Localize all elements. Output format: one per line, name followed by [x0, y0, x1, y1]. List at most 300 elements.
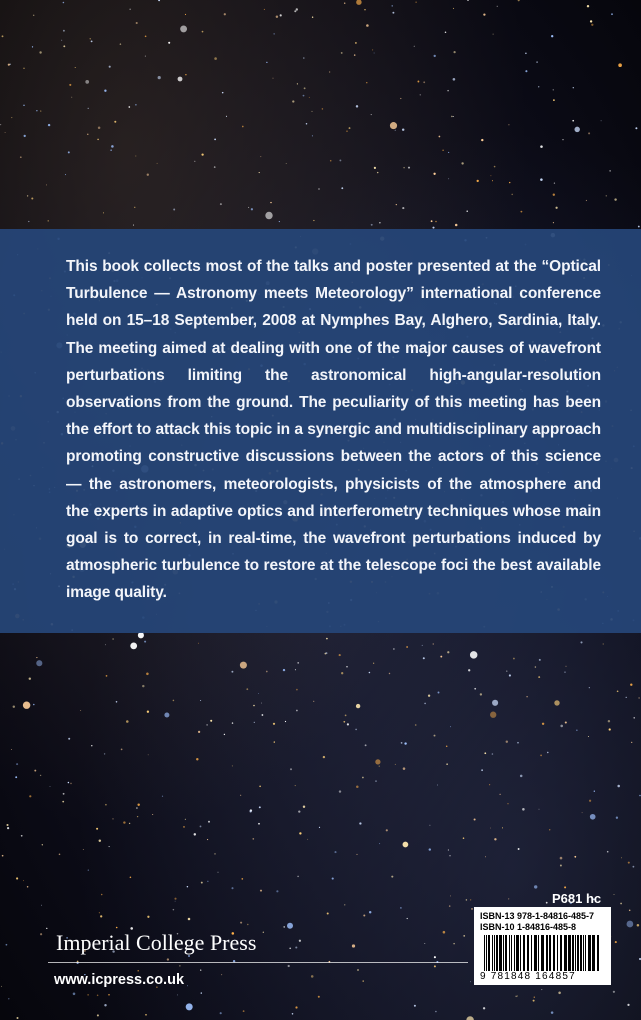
star	[232, 765, 233, 766]
star	[2, 855, 4, 857]
star	[540, 178, 543, 181]
star	[492, 753, 494, 755]
star	[100, 915, 102, 917]
star	[87, 134, 88, 135]
star	[433, 643, 434, 644]
star	[68, 738, 70, 740]
star	[83, 849, 84, 850]
star	[450, 895, 451, 896]
barcode-bar	[494, 935, 495, 971]
star	[572, 120, 574, 122]
star	[129, 823, 130, 824]
star	[630, 684, 632, 686]
star	[428, 695, 430, 697]
barcode-icon	[480, 935, 605, 971]
star	[145, 56, 146, 57]
star	[23, 701, 30, 708]
star	[453, 8, 454, 9]
star	[627, 1004, 629, 1006]
star	[142, 685, 144, 687]
star	[401, 742, 403, 744]
star	[27, 195, 28, 196]
star	[96, 828, 98, 830]
star	[222, 92, 224, 94]
star	[379, 766, 380, 767]
star	[423, 81, 425, 83]
star	[128, 106, 130, 108]
star	[440, 656, 442, 658]
star	[448, 178, 449, 179]
star	[249, 810, 251, 812]
star	[539, 809, 540, 810]
star	[286, 163, 287, 164]
star	[576, 730, 577, 731]
barcode-bar	[580, 935, 582, 971]
star	[2, 35, 4, 37]
star	[611, 13, 613, 15]
star	[111, 145, 114, 148]
star	[180, 25, 187, 32]
barcode-bar	[514, 935, 515, 971]
star	[130, 877, 132, 879]
star	[40, 110, 41, 111]
star	[173, 700, 175, 702]
star	[374, 53, 375, 54]
star	[322, 108, 324, 110]
star	[283, 669, 285, 671]
star	[638, 697, 639, 698]
star	[461, 162, 463, 164]
star	[231, 671, 233, 673]
star	[553, 222, 554, 223]
star	[240, 795, 241, 796]
star	[349, 127, 351, 129]
star	[266, 671, 268, 673]
star	[520, 775, 523, 778]
star	[97, 139, 99, 141]
star	[103, 212, 104, 213]
star	[374, 167, 376, 169]
star	[232, 722, 233, 723]
star	[341, 187, 343, 189]
star	[329, 71, 330, 72]
star	[36, 657, 37, 658]
star	[295, 1006, 297, 1008]
star	[200, 969, 201, 970]
star	[560, 857, 563, 860]
star	[201, 882, 203, 884]
star	[201, 992, 202, 993]
star	[88, 108, 89, 109]
star	[240, 662, 247, 669]
barcode-bar	[577, 935, 579, 971]
star	[116, 701, 118, 703]
star	[185, 14, 186, 15]
star	[391, 876, 393, 878]
star	[448, 849, 449, 850]
star	[145, 1014, 147, 1016]
star	[438, 692, 440, 694]
star	[558, 992, 561, 995]
star	[355, 42, 357, 44]
star	[386, 829, 388, 831]
star	[252, 838, 254, 840]
barcode-bar	[546, 935, 548, 971]
star	[312, 17, 313, 18]
star	[134, 207, 135, 208]
star	[437, 785, 438, 786]
star	[565, 721, 567, 723]
star	[582, 812, 583, 813]
star	[138, 632, 144, 638]
star	[564, 886, 566, 888]
star	[63, 30, 65, 32]
star	[48, 220, 49, 221]
star	[198, 643, 199, 644]
star	[280, 14, 282, 16]
star	[313, 220, 314, 221]
star	[448, 152, 449, 153]
isbn13-line	[480, 911, 605, 922]
star	[356, 105, 358, 107]
star	[173, 209, 175, 211]
star	[635, 127, 637, 129]
star	[99, 840, 101, 842]
star	[173, 909, 175, 911]
star	[357, 854, 358, 855]
star	[435, 1011, 437, 1013]
star	[489, 784, 490, 785]
star	[396, 204, 397, 205]
star	[21, 835, 23, 837]
star	[136, 22, 138, 24]
barcode-bar	[560, 935, 562, 971]
star	[296, 8, 298, 10]
star	[614, 894, 615, 895]
star	[135, 155, 136, 156]
star	[553, 89, 554, 90]
star	[1, 986, 2, 987]
star	[29, 677, 31, 679]
star	[251, 208, 253, 210]
star	[240, 922, 242, 924]
star	[109, 66, 111, 68]
barcode-bar	[568, 935, 571, 971]
star	[24, 135, 26, 137]
star	[609, 728, 611, 730]
star	[311, 111, 312, 112]
star	[262, 714, 264, 716]
star	[105, 804, 107, 806]
star	[112, 638, 114, 640]
star	[393, 648, 394, 649]
star	[347, 723, 349, 725]
star	[207, 881, 208, 882]
star	[323, 756, 325, 758]
blurb-panel	[0, 229, 641, 633]
barcode-bar	[585, 935, 586, 971]
star	[617, 785, 620, 788]
star	[613, 991, 615, 993]
star	[306, 123, 308, 125]
star	[554, 700, 559, 705]
star	[431, 220, 433, 222]
star	[341, 672, 343, 674]
star	[104, 1004, 106, 1006]
star	[108, 994, 110, 996]
star	[253, 705, 255, 707]
star	[536, 61, 538, 63]
star	[477, 180, 479, 182]
star	[366, 24, 369, 27]
star	[65, 174, 66, 175]
star	[345, 715, 347, 717]
star	[362, 980, 363, 981]
star	[98, 126, 101, 129]
barcode-bar	[488, 935, 490, 971]
star	[551, 35, 553, 37]
star	[601, 120, 602, 121]
star	[485, 856, 486, 857]
barcode-bar	[492, 935, 493, 971]
star	[506, 740, 508, 742]
star	[614, 198, 616, 200]
star	[326, 638, 328, 640]
star	[295, 946, 297, 948]
star	[573, 87, 574, 88]
star	[414, 1005, 416, 1007]
star	[379, 843, 380, 844]
star	[539, 659, 541, 661]
star	[522, 808, 525, 811]
star	[447, 90, 449, 92]
star	[8, 64, 10, 66]
star	[474, 818, 476, 820]
star	[264, 9, 265, 10]
star	[517, 995, 518, 996]
star	[589, 800, 591, 802]
star	[247, 924, 248, 925]
star	[28, 221, 29, 222]
star	[185, 74, 186, 75]
star	[403, 767, 406, 770]
star	[375, 780, 376, 781]
star	[371, 224, 373, 226]
star	[339, 159, 341, 161]
star	[279, 221, 280, 222]
star	[586, 200, 587, 201]
product-code: P681 hc	[552, 891, 602, 906]
star	[554, 183, 555, 184]
star	[354, 54, 355, 55]
star	[218, 872, 219, 873]
star	[11, 117, 12, 118]
publisher-website: www.icpress.co.uk	[54, 972, 185, 988]
star	[324, 653, 326, 655]
star	[130, 643, 137, 650]
star	[50, 786, 51, 787]
isbn10-line	[480, 922, 605, 933]
star	[565, 666, 566, 667]
star	[288, 965, 290, 967]
star	[273, 723, 275, 725]
star	[618, 63, 622, 67]
star	[549, 829, 550, 830]
star	[463, 837, 465, 839]
star	[87, 994, 88, 995]
star	[453, 943, 455, 945]
star	[319, 827, 320, 828]
star	[297, 83, 298, 84]
star	[168, 42, 170, 44]
star	[23, 880, 24, 881]
barcode-digits: 9 781848 164857	[480, 971, 576, 982]
star	[206, 724, 208, 726]
star	[588, 736, 589, 737]
star	[194, 833, 196, 835]
star	[6, 824, 8, 826]
star	[449, 905, 450, 906]
star	[303, 95, 305, 97]
barcode-bar	[496, 935, 498, 971]
star	[7, 827, 9, 829]
star	[509, 182, 510, 183]
star	[273, 78, 274, 79]
star	[513, 658, 515, 660]
star	[415, 724, 417, 726]
barcode-bar	[516, 935, 519, 971]
star	[390, 122, 397, 129]
barcode-bar	[588, 935, 591, 971]
star	[303, 805, 305, 807]
star	[330, 160, 332, 162]
star	[414, 46, 415, 47]
star	[16, 763, 18, 765]
star	[344, 2, 345, 3]
star	[20, 156, 22, 158]
star	[594, 791, 595, 792]
star	[403, 167, 405, 169]
star	[617, 690, 619, 692]
star	[23, 68, 24, 69]
star	[274, 33, 275, 34]
star	[311, 975, 314, 978]
star	[492, 700, 498, 706]
star	[434, 735, 436, 737]
star	[147, 711, 149, 713]
star	[356, 704, 360, 708]
barcode-bar	[511, 935, 512, 971]
star	[42, 844, 43, 845]
star	[453, 78, 456, 81]
star	[16, 877, 18, 879]
star	[318, 188, 320, 190]
star	[407, 918, 408, 919]
star	[202, 31, 204, 33]
star	[417, 81, 419, 83]
star	[470, 899, 471, 900]
star	[214, 166, 216, 168]
star	[499, 794, 500, 795]
star	[246, 688, 248, 690]
barcode-bar	[572, 935, 574, 971]
star	[283, 926, 285, 928]
star	[609, 170, 610, 171]
star	[261, 703, 262, 704]
star	[439, 136, 441, 138]
star	[359, 822, 361, 824]
star	[538, 86, 539, 87]
star	[226, 116, 227, 117]
star	[162, 796, 163, 797]
barcode-bar	[505, 935, 507, 971]
star	[327, 912, 329, 914]
star	[560, 725, 563, 728]
star	[366, 82, 367, 83]
star	[116, 927, 118, 929]
star	[453, 51, 455, 53]
star	[540, 145, 543, 148]
star	[606, 195, 607, 196]
star	[474, 688, 476, 690]
star	[130, 9, 131, 10]
star	[186, 1003, 193, 1010]
star	[221, 974, 222, 975]
star	[553, 99, 555, 101]
star	[463, 935, 465, 937]
star	[455, 224, 458, 227]
star	[85, 80, 89, 84]
star	[546, 902, 548, 904]
star	[638, 226, 640, 228]
star	[214, 139, 216, 141]
star	[8, 998, 9, 999]
star	[341, 52, 343, 54]
star	[90, 38, 91, 39]
star	[466, 1016, 474, 1020]
star	[466, 210, 467, 211]
star	[526, 696, 527, 697]
star	[101, 894, 103, 896]
star	[481, 769, 483, 771]
star	[133, 225, 134, 226]
star	[389, 673, 390, 674]
star	[533, 1000, 535, 1002]
star	[270, 202, 271, 203]
star	[494, 166, 496, 168]
barcode-bar	[484, 935, 485, 971]
star	[276, 15, 278, 17]
star	[339, 654, 341, 656]
star	[395, 764, 396, 765]
star	[187, 985, 188, 986]
star	[32, 46, 33, 47]
star	[69, 84, 71, 86]
star	[355, 729, 357, 731]
star	[352, 944, 355, 947]
barcode-bar	[520, 935, 521, 971]
barcode-bar	[503, 935, 504, 971]
star	[241, 878, 243, 880]
star	[371, 114, 372, 115]
isbn13-value: 978-1-84816-485-7	[517, 911, 595, 921]
star	[104, 753, 105, 754]
star	[446, 746, 448, 748]
star	[299, 832, 301, 834]
star	[147, 174, 149, 176]
star	[517, 742, 519, 744]
star	[434, 965, 436, 967]
